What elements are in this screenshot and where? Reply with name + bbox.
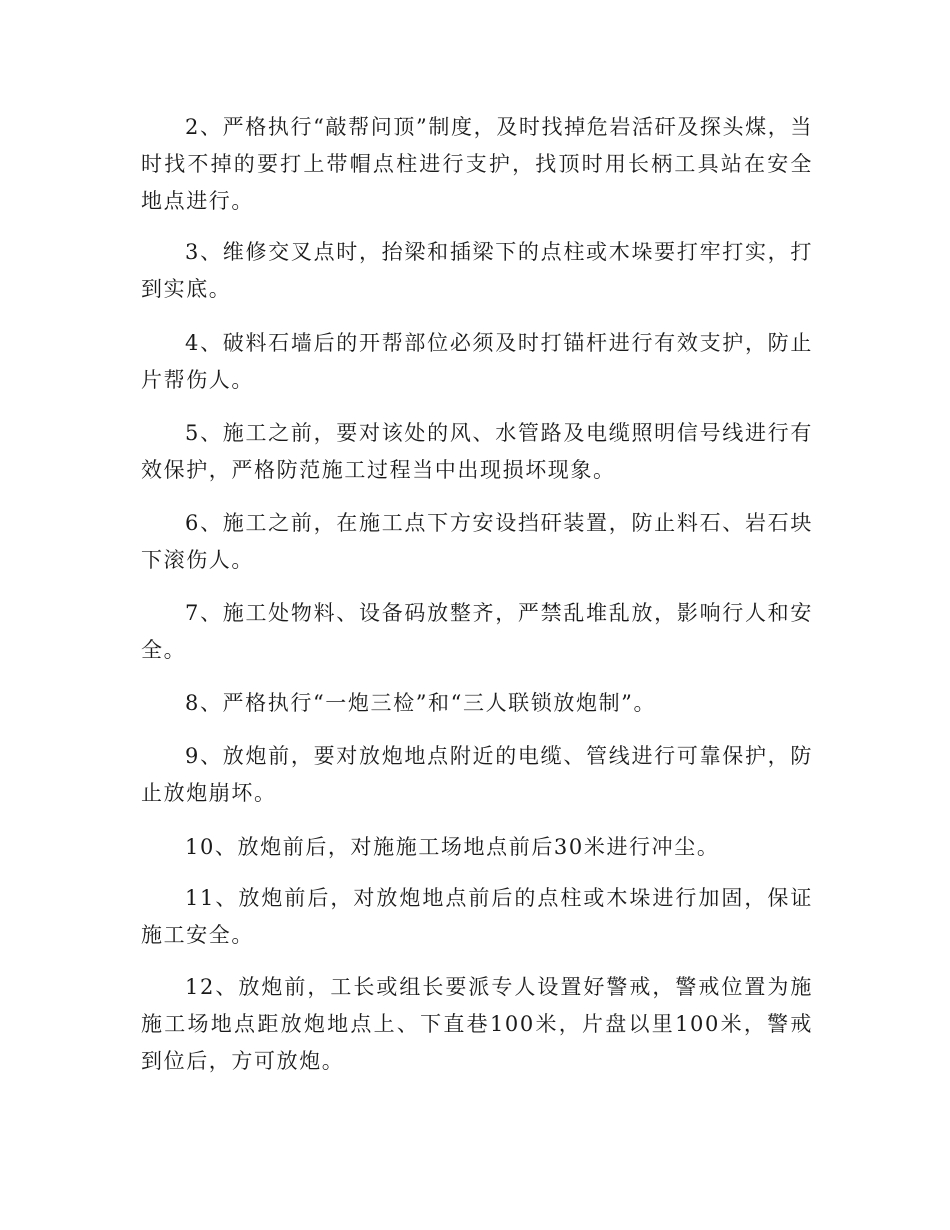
paragraph-item-12: 12、放炮前，工长或组长要派专人设置好警戒，警戒位置为施施工场地点距放炮地点上、下直巷100米，片盘以里100米，警戒到位后，方可放炮。 — [141, 975, 813, 1073]
paragraph-item-11: 11、放炮前后，对放炮地点前后的点柱或木垛进行加固，保证施工安全。 — [141, 886, 813, 947]
paragraph-item-3: 3、维修交叉点时，抬梁和插梁下的点柱或木垛要打牢打实，打到实底。 — [141, 240, 813, 301]
paragraph-item-8: 8、严格执行“一炮三检”和“三人联锁放炮制”。 — [185, 691, 657, 715]
paragraph-item-6: 6、施工之前，在施工点下方安设挡矸装置，防止料石、岩石块下滚伤人。 — [141, 511, 813, 572]
paragraph-item-7: 7、施工处物料、设备码放整齐，严禁乱堆乱放，影响行人和安全。 — [141, 601, 813, 662]
paragraph-item-5: 5、施工之前，要对该处的风、水管路及电缆照明信号线进行有效保护，严格防范施工过程当中出现损坏现象。 — [141, 421, 813, 482]
paragraph-item-2: 2、严格执行“敲帮问顶”制度，及时找掉危岩活矸及探头煤，当时找不掉的要打上带帽点柱进行支护，找顶时用长柄工具站在安全地点进行。 — [141, 115, 813, 213]
paragraph-item-9: 9、放炮前，要对放炮地点附近的电缆、管线进行可靠保护，防止放炮崩坏。 — [141, 744, 813, 805]
paragraph-item-10: 10、放炮前后，对施施工场地点前后30米进行冲尘。 — [185, 835, 720, 859]
paragraph-item-4: 4、破料石墙后的开帮部位必须及时打锚杆进行有效支护，防止片帮伤人。 — [141, 331, 813, 392]
